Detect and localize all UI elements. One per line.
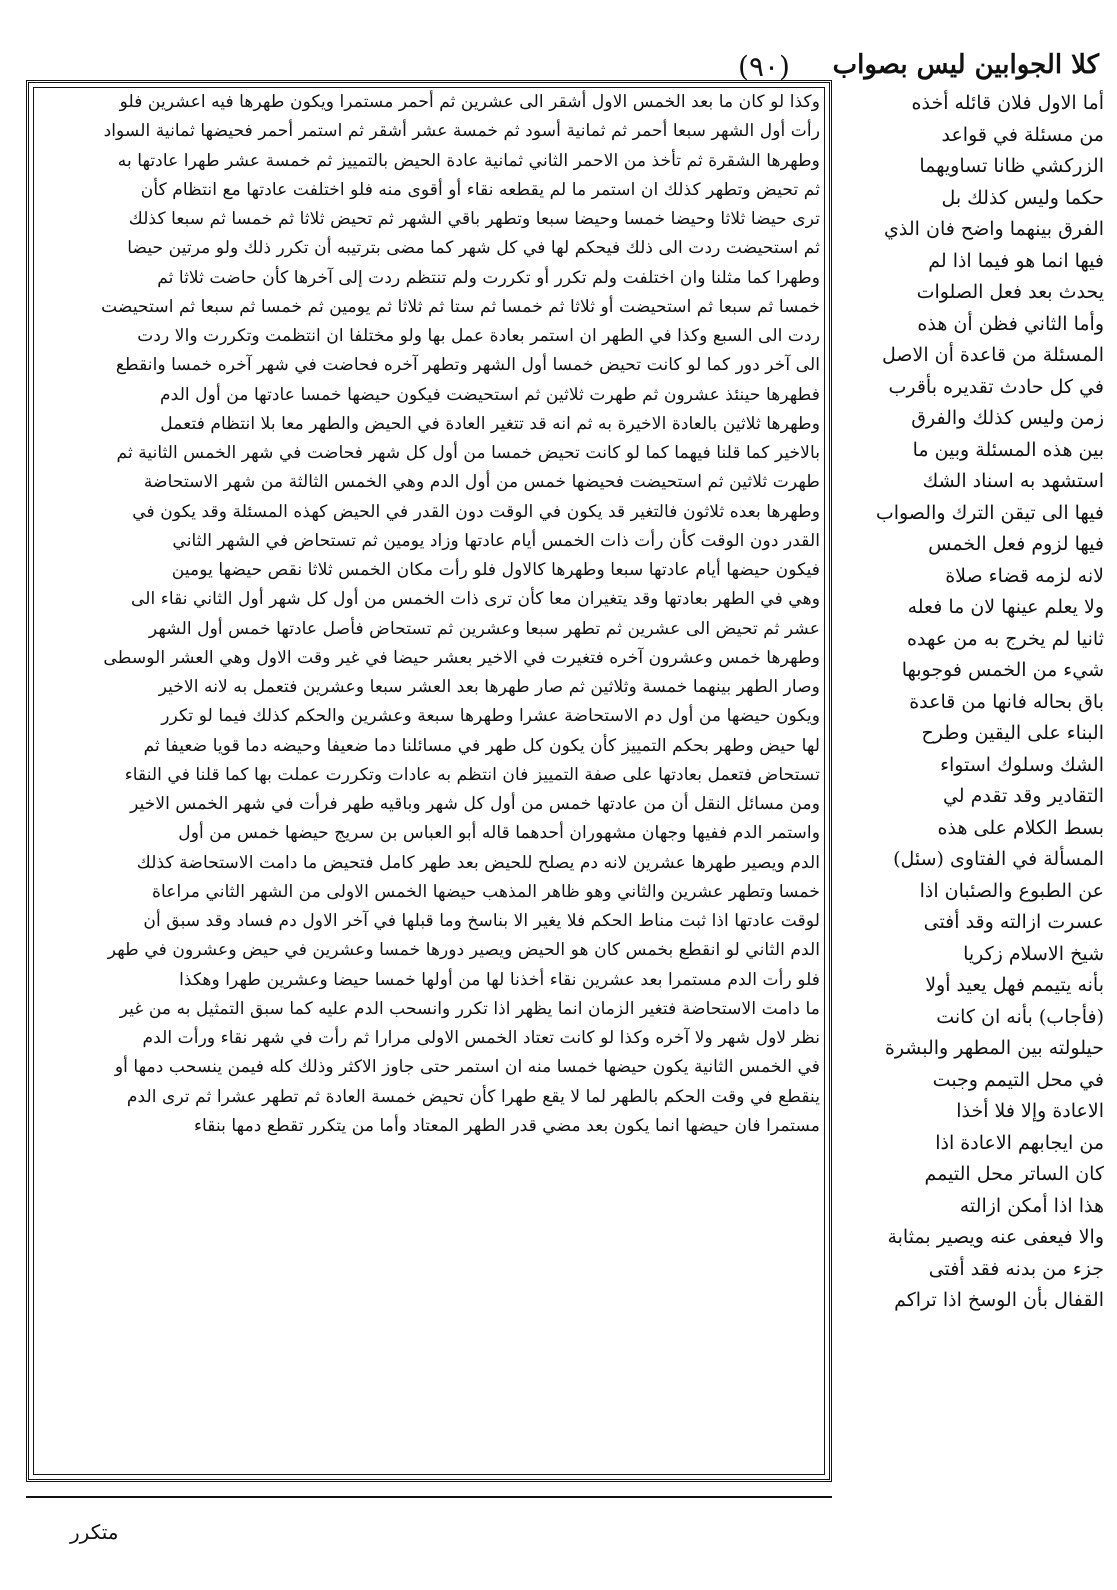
margin-text-line: جزء من بدنه فقد أفتى (928, 1257, 1104, 1280)
margin-text-line: يحدث بعد فعل الصلوات (916, 281, 1104, 303)
page-header (0, 50, 1117, 84)
margin-text-line: الاعادة وإلا فلا أخذا (956, 1100, 1104, 1122)
main-text-line: وطهرها بعده ثلاثون فالتغير قد يكون في الوقت دون القدر في الحيض كهذه المسئلة وقد يكون في (132, 501, 820, 522)
main-text-line: ثم استحيضت ردت الى ذلك فيحكم لها في كل شهر كما مضى بترتيبه أن تكرر ذلك ولو مرتين حيضا (127, 238, 820, 259)
margin-text-line: والا فيعفى عنه ويصير بمثابة (887, 1226, 1104, 1248)
margin-text-line: ولا يعلم عينها لان ما فعله (907, 596, 1104, 618)
main-text-line: وهي في الطهر بعادتها وقد يتغيران معا كأن ترى ذات الخمس من أول كل شهر أول الثاني نقاء الى (130, 589, 820, 610)
main-text-line: عشر ثم تحيض الى عشرين ثم تطهر سبعا وعشرين ثم تستحاض فأصل عادتها خمس أول الشهر (148, 618, 820, 639)
main-text-line: وصار الطهر بينهما خمسة وثلاثين ثم صار طهرها بعد العشر سبعا وعشرين فتعمل به لانه الاخير (158, 677, 820, 697)
margin-text-line: فيها لزوم فعل الخمس (928, 533, 1104, 555)
main-text-line: وطهرها الشقرة ثم تأخذ من الاحمر الثاني ثمانية عادة الحيض بالتمييز ثم خمسة عشر طهرا عادتها به (117, 150, 820, 171)
main-text-line: واستمر الدم ففيها وجهان مشهوران أحدهما قاله أبو العباس بن سريج حيضها خمس من أول (178, 823, 820, 844)
main-text-line: وطهرا كما مثلنا وان اختلفت ولم تكرر أو تكررت ولم تنتظم ردت إلى آخرها كأن حاضت ثلاثا ثم (157, 267, 820, 288)
main-text-line: الدم ويصير طهرها عشرين لانه دم يصلح للحيض بعد طهر كامل فتحيض ما دامت الاستحاضة كذلك (136, 852, 820, 873)
main-text-line: تستحاض فتعمل بعادتها على صفة التمييز فان انتظم به عادات وتكررت عملت بها كما قلنا في النقاء (124, 764, 820, 785)
main-text-line: وكذا لو كان ما بعد الخمس الاول أشقر الى عشرين ثم أحمر مستمرا ويكون طهرها فيه اعشرين فلو (119, 92, 820, 112)
margin-text-line: من ايجابهم الاعادة اذا (935, 1131, 1104, 1154)
margin-text-line: المسألة في الفتاوى (سئل) (893, 848, 1104, 870)
margin-text-line: باق بحاله فانها من قاعدة (909, 690, 1104, 713)
main-text-line: ومن مسائل النقل أن من عادتها خمس من أول كل شهر وباقيه طهر فرأت في شهر الخمس الاخير (130, 794, 820, 814)
margin-text-line: بين هذه المسئلة وبين ما (912, 438, 1104, 461)
margin-text-line: حيلولته بين المطهر والبشرة (884, 1037, 1104, 1059)
margin-text-line: (فأجاب) بأنه ان كانت (936, 1005, 1104, 1028)
main-text-line: ثم تحيض وتطهر كذلك ان استمر ما لم يقطعه نقاء أو أقوى منه فلو اختلفت عادتها مع انتظام كأن (140, 179, 820, 200)
margin-text-line: البناء على اليقين وطرح (921, 722, 1104, 744)
margin-text-line: بسط الكلام على هذه (937, 816, 1104, 839)
margin-text-line: عن الطبوع والصئبان اذا (919, 879, 1104, 902)
margin-text-line: فيها الى تيقن الترك والصواب (875, 501, 1104, 524)
margin-commentary-block (842, 88, 1104, 1317)
margin-text-line: فيها انما هو فيما اذا لم (928, 249, 1104, 272)
main-text-line: ترى حيضا ثلاثا وحيضا خمسا وحيضا سبعا وتطهر باقي الشهر ثم تحيض ثلاثا ثم خمسا ثم سبعا كذلك (128, 209, 820, 229)
margin-text-line: هذا اذا أمكن ازالته (959, 1194, 1104, 1217)
margin-text-line: في كل حادث تقديره بأقرب (888, 375, 1104, 398)
margin-text-line: الزركشي ظانا تساويهما (919, 155, 1104, 177)
margin-text-line: في محل التيمم وجبت (932, 1068, 1104, 1091)
footer-rule (26, 1496, 832, 1498)
margin-text-line: بأنه يتيمم فهل يعيد أولا (925, 974, 1104, 996)
margin-text-line: الشك وسلوك استواء (940, 753, 1104, 776)
main-text-line: فطهرها حينئذ عشرون ثم طهرت ثلاثين ثم استحيضت فيكون حيضها خمسا عادتها من أول الدم (160, 384, 820, 405)
main-text-line: خمسا ثم سبعا ثم استحيضت أو ثلاثا ثم خمسا ثم ستا ثم ثلاثا ثم يومين ثم خمسا ثم سبعا ثم استحيضت (101, 296, 820, 317)
margin-text-line: شيء من الخمس فوجوبها (901, 659, 1104, 681)
margin-text-line: الفرق بينهما واضح فان الذي (884, 218, 1104, 240)
main-text-line: خمسا وتطهر عشرين والثاني وهو ظاهر المذهب حيضها الخمس الاولى من الشهر الثاني مراعاة (152, 881, 820, 902)
margin-text-line: وأما الثاني فظن أن هذه (917, 312, 1104, 335)
main-text-block (40, 88, 820, 1141)
main-text-line: فيكون حيضها أيام عادتها سبعا وطهرها كالاول فلو رأت مكان الخمس ثلاثا نقص حيضها يومين (171, 560, 820, 580)
main-text-line: الى آخر دور كما لو كانت تحيض خمسا أول الشهر وتطهر آخره فحاضت في شهر آخره خمسا وانقطع (115, 355, 820, 376)
margin-text-line: من مسئلة في قواعد (941, 123, 1104, 146)
main-text-line: ويكون حيضها من أول دم الاستحاضة عشرا وطهرها سبعة وعشرين والحكم كذلك فيما لو تكرر (161, 706, 820, 727)
main-text-line: بالاخير كما قلنا فيهما كما لو كانت تحيض خمسا من أول كل شهر فحاضت في شهر الخمس الثانية ثم (116, 443, 820, 463)
margin-text-line: عسرت ازالته وقد أفتى (923, 911, 1104, 933)
margin-text-line: المسئلة من قاعدة أن الاصل (881, 344, 1104, 366)
margin-text-line: استشهد به اسناد الشك (922, 470, 1104, 492)
margin-text-line: التقادير وقد تقدم لي (942, 785, 1104, 807)
margin-text-line: لانه لزمه قضاء صلاة (945, 564, 1104, 587)
margin-text-line: حكما وليس كذلك بل (941, 186, 1104, 209)
page-number: (٩٠) (738, 50, 790, 83)
margin-text-line: أما الاول فلان قائله أخذه (911, 92, 1104, 114)
main-text-line: القدر دون الوقت كأن رأت ذات الخمس أيام عادتها وزاد يومين ثم تستحاض في الشهر الثاني (172, 530, 820, 551)
margin-text-line: زمن وليس كذلك والفرق (911, 407, 1104, 429)
margin-text-line: شيخ الاسلام زكريا (963, 942, 1104, 965)
main-text-line: في الخمس الثانية يكون حيضها خمسا منه ان استمر حتى جاوز الاكثر وذلك كله فيمن ينسحب دمها أو (114, 1057, 820, 1078)
main-text-line: فلو رأت الدم مستمرا بعد عشرين نقاء أخذنا لها من أولها خمسا حيضا وعشرين طهرا وهكذا (179, 969, 820, 990)
main-text-line: ما دامت الاستحاضة فتغير الزمان انما يظهر اذا تكرر وانسحب الدم عليه كما سبق التمثيل به من غير (119, 998, 820, 1019)
main-text-line: رأت أول الشهر سبعا أحمر ثم ثمانية أسود ثم خمسة عشر أشقر ثم استمر أحمر فحيضها ثمانية السواد (103, 121, 820, 142)
running-head: كلا الجوابين ليس بصواب (832, 50, 1099, 80)
main-text-line: وطهرها خمس وعشرون آخره فتغيرت في الاخير بعشر حيضا في غير وقت الاول وهي العشر الوسطى (103, 647, 820, 668)
main-text-line: ردت الى السبع وكذا في الطهر ان استمر بعادة عمل بها ولو مختلفا ان انتظمت وتكررت والا ردت (137, 326, 820, 346)
main-text-line: وطهرها ثلاثين بالعادة الاخيرة به ثم انه قد تتغير العادة في الحيض والطهر معا بلا انتظام فتعمل (160, 413, 820, 434)
main-text-line: لها حيض وطهر بحكم التمييز كأن يكون كل طهر في مسائلنا دما ضعيفا وحيضه دما قويا ضعيفا ثم (143, 735, 820, 756)
catchword: متكرر (70, 1520, 119, 1544)
margin-text-line: كان الساتر محل التيمم (924, 1163, 1104, 1185)
margin-text-line: ثانيا لم يخرج به من عهده (907, 627, 1104, 650)
main-text-line: الدم الثاني لو انقطع بخمس كان هو الحيض ويصير دورها خمسا وعشرين في حيض وعشرون في طهر (107, 940, 820, 961)
main-text-line: ينقطع في وقت الحكم بالطهر لما لا يقع طهرا كأن تحيض خمسة العادة ثم تطهر عشرا ثم ترى الدم (126, 1086, 820, 1107)
main-text-line: مستمرا فان حيضها انما يكون بعد مضي قدر الطهر المعتاد وأما من يتكرر تقطع دمها بنقاء (193, 1115, 820, 1136)
main-text-line: طهرت ثلاثين ثم استحيضت فحيضها خمس من أول الدم وهي الخمس الثالثة من شهر الاستحاضة (143, 472, 820, 493)
margin-text-line: القفال بأن الوسخ اذا تراكم (894, 1289, 1104, 1311)
main-text-line: نظر لاول شهر ولا آخره وكذا لو كانت تعتاد الخمس الاولى مرارا ثم رأت في شهر نقاء ورأت الدم (142, 1028, 820, 1048)
main-text-line: لوقت عادتها اذا ثبت مناط الحكم فلا يغير الا بناسخ وما قبلها في آخر الاول دم فساد وقد سبق أن (143, 911, 820, 931)
